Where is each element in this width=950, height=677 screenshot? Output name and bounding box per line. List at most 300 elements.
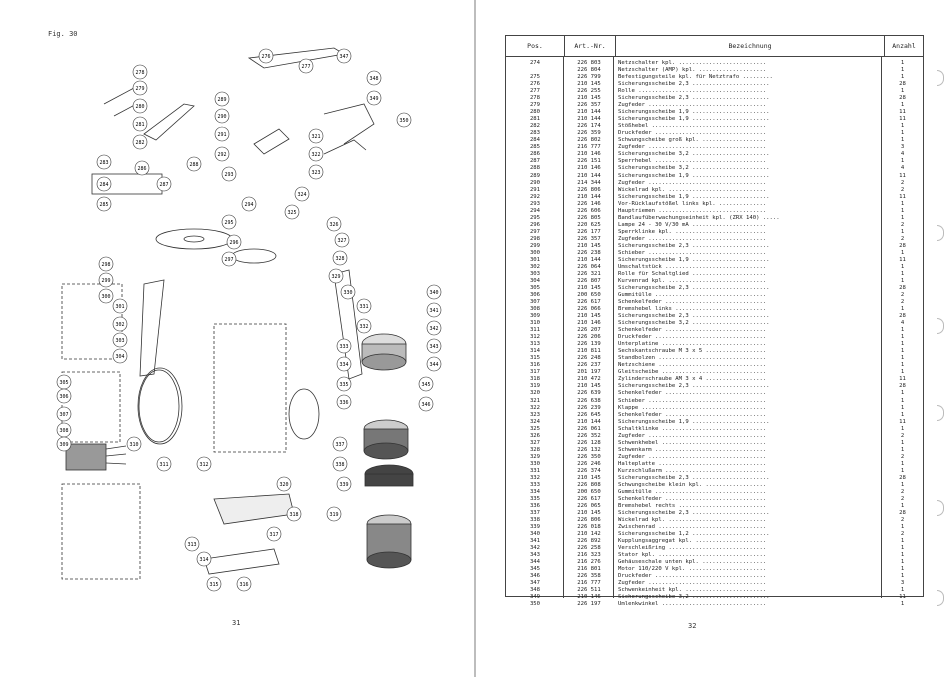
table-cell-art: 226 359 xyxy=(577,130,601,137)
table-cell-pos: 303 xyxy=(529,270,541,277)
table-cell-pos: 323 xyxy=(529,411,541,418)
table-cell-qty: 28 xyxy=(899,242,906,249)
table-cell-desc: Schwungscheibe klein kpl. .................. xyxy=(618,481,767,488)
table-cell-qty: 2 xyxy=(900,292,905,299)
table-cell-qty: 11 xyxy=(899,256,906,263)
table-cell-desc: Zugfeder ................................... xyxy=(618,453,767,460)
table-cell-desc: Kupplungsaggregat kpl. ..................... xyxy=(618,538,767,545)
table-cell-art: 226 638 xyxy=(577,397,601,404)
table-cell-desc: Gleitscheibe ............................... xyxy=(618,369,767,376)
callout-302 xyxy=(113,317,127,331)
callout-308 xyxy=(57,423,71,437)
callout-label: 332 xyxy=(359,324,369,330)
table-cell-qty: 3 xyxy=(900,144,905,151)
exploded-parts-diagram xyxy=(44,44,444,614)
binder-ring xyxy=(937,70,944,86)
callout-340 xyxy=(427,285,441,299)
table-cell-art: 226 065 xyxy=(577,502,601,509)
table-cell-qty: 1 xyxy=(900,270,905,277)
table-cell-pos: 281 xyxy=(529,116,541,123)
table-cell-pos: 335 xyxy=(529,495,541,502)
table-cell-desc: Schaltklinke ............................... xyxy=(618,425,767,432)
callout-label: 336 xyxy=(339,400,349,406)
column-divider xyxy=(563,57,564,598)
table-cell-art: 210 145 xyxy=(577,81,601,88)
callout-336 xyxy=(337,395,351,409)
table-cell-desc: Gehäuseschale unten kpl. ................... xyxy=(618,559,767,566)
callout-290 xyxy=(215,109,229,123)
table-cell-desc: Druckfeder ................................. xyxy=(618,334,767,341)
callout-label: 321 xyxy=(311,134,321,140)
table-cell-art: 226 352 xyxy=(577,432,601,439)
table-cell-art: 226 645 xyxy=(577,411,601,418)
callout-276 xyxy=(259,49,273,63)
callout-299 xyxy=(99,273,113,287)
table-cell-art: 226 892 xyxy=(577,538,601,545)
header-bezeichnung: Bezeichnung xyxy=(616,36,885,56)
table-cell-pos: 320 xyxy=(529,390,541,397)
callout-305 xyxy=(57,375,71,389)
table-cell-desc: Sicherungsscheibe 3,2 ....................... xyxy=(618,320,770,327)
callout-label: 293 xyxy=(224,172,234,178)
table-cell-qty: 1 xyxy=(900,88,905,95)
table-cell-art: 216 323 xyxy=(577,552,601,559)
table-cell-art: 210 146 xyxy=(577,151,601,158)
table-cell-pos: 350 xyxy=(529,601,541,608)
callout-label: 290 xyxy=(217,114,227,120)
table-cell-pos: 278 xyxy=(529,95,541,102)
table-cell-art: 226 374 xyxy=(577,467,601,474)
callout-label: 313 xyxy=(187,542,197,548)
table-cell-pos: 306 xyxy=(529,292,541,299)
table-cell-art: 226 321 xyxy=(577,270,601,277)
table-cell-desc: Sicherungsscheibe 1,9 ....................... xyxy=(618,193,770,200)
table-cell-pos: 312 xyxy=(529,334,541,341)
table-cell-pos: 342 xyxy=(529,545,541,552)
table-cell-desc: Sicherungsscheibe 1,9 ....................... xyxy=(618,116,770,123)
callout-310 xyxy=(127,437,141,451)
callout-label: 312 xyxy=(199,462,209,468)
table-cell-desc: Zugfeder ................................... xyxy=(618,432,767,439)
column-bezeichnung xyxy=(614,60,882,608)
table-cell-qty: 1 xyxy=(900,411,905,418)
callout-338 xyxy=(333,457,347,471)
table-cell-pos: 325 xyxy=(529,425,541,432)
binder-ring xyxy=(937,590,944,606)
table-cell-desc: Stator kpl. ................................ xyxy=(618,552,767,559)
diagram-swing-arm xyxy=(324,104,374,144)
table-cell-desc: Sicherungsscheibe 2,3 ....................... xyxy=(618,242,770,249)
header-anzahl: Anzahl xyxy=(892,42,916,50)
table-cell-art: 226 066 xyxy=(577,306,601,313)
callout-label: 327 xyxy=(337,238,347,244)
table-cell-art: 210 145 xyxy=(577,313,601,320)
table-cell-art: 226 806 xyxy=(577,517,601,524)
table-cell-art: 216 276 xyxy=(577,559,601,566)
callout-350 xyxy=(397,113,411,127)
binder-ring xyxy=(937,318,944,334)
table-cell-qty: 28 xyxy=(899,510,906,516)
table-cell-desc: Zugfeder ................................... xyxy=(618,179,767,186)
table-cell-pos: 285 xyxy=(529,144,541,151)
table-cell-desc: Verschleißring ............................. xyxy=(618,545,767,552)
callout-label: 298 xyxy=(101,262,111,268)
table-cell-qty: 28 xyxy=(899,81,906,88)
table-cell-desc: Schieber ................................... xyxy=(618,397,767,404)
table-cell-desc: Stößhebel .................................. xyxy=(618,123,767,130)
table-cell-pos: 333 xyxy=(529,481,541,488)
table-cell-art: 226 357 xyxy=(577,235,601,242)
callout-286 xyxy=(135,161,149,175)
column-divider xyxy=(881,57,882,598)
table-cell-desc: Motor 110/220 V kpl. ....................... xyxy=(618,566,767,573)
callout-316 xyxy=(237,577,251,591)
table-cell-qty: 28 xyxy=(899,95,906,102)
table-cell-desc: Bremshebel rechts .......................... xyxy=(618,502,767,509)
diagram-bracket xyxy=(254,129,289,154)
table-cell-pos: 294 xyxy=(529,207,541,214)
callout-label: 341 xyxy=(429,308,439,314)
callout-334 xyxy=(337,357,351,371)
callout-304 xyxy=(113,349,127,363)
table-cell-desc: Sicherungsscheibe 2,3 ....................... xyxy=(618,285,770,291)
table-cell-desc: Bremshebel links ........................... xyxy=(618,306,767,313)
callout-281 xyxy=(133,117,147,131)
callout-346 xyxy=(419,397,433,411)
callout-335 xyxy=(337,377,351,391)
table-cell-art: 216 801 xyxy=(577,566,601,573)
callout-label: 342 xyxy=(429,326,439,332)
table-cell-desc: Sechskantschraube M 3 x 5 .................. xyxy=(618,348,767,355)
table-cell-qty: 1 xyxy=(900,74,905,81)
table-cell-desc: Rolle ...................................... xyxy=(618,88,767,95)
table-cell-qty: 1 xyxy=(900,390,905,397)
table-cell-pos: 280 xyxy=(529,109,541,116)
callout-label: 335 xyxy=(339,382,349,388)
table-cell-qty: 1 xyxy=(900,263,905,270)
table-cell-art: 216 777 xyxy=(577,580,601,587)
table-cell-pos: 346 xyxy=(529,573,541,580)
callout-label: 299 xyxy=(101,278,111,284)
table-cell-pos: 295 xyxy=(529,214,541,221)
parts-list-table xyxy=(505,35,924,608)
table-cell-art: 226 018 xyxy=(577,524,601,531)
callout-348 xyxy=(367,71,381,85)
table-cell-qty: 28 xyxy=(899,285,906,291)
diagram-rail-left xyxy=(140,280,164,376)
table-cell-desc: Sicherungsscheibe 2,3 ....................... xyxy=(618,313,770,320)
callout-label: 316 xyxy=(239,582,249,588)
callout-293 xyxy=(222,167,236,181)
table-cell-qty: 28 xyxy=(899,383,906,390)
callout-label: 339 xyxy=(339,482,349,488)
table-cell-art: 226 358 xyxy=(577,573,601,580)
header-pos: Pos. xyxy=(506,36,565,56)
table-cell-qty: 1 xyxy=(900,130,905,137)
table-cell-pos: 336 xyxy=(529,502,541,509)
callout-label: 300 xyxy=(101,294,111,300)
callout-349 xyxy=(367,91,381,105)
table-cell-art: 226 350 xyxy=(577,453,601,460)
callout-303 xyxy=(113,333,127,347)
callout-label: 322 xyxy=(311,152,321,158)
callout-label: 281 xyxy=(135,122,145,128)
table-cell-pos: 313 xyxy=(529,341,541,348)
table-cell-pos: 302 xyxy=(529,263,541,270)
table-cell-desc: Netzschiene ................................ xyxy=(618,362,767,369)
callout-label: 348 xyxy=(369,76,379,82)
callout-301 xyxy=(113,299,127,313)
table-cell-qty: 11 xyxy=(899,594,906,601)
column-divider xyxy=(613,57,614,598)
table-cell-pos: 305 xyxy=(529,285,541,291)
callout-320 xyxy=(277,477,291,491)
table-cell-qty: 2 xyxy=(900,179,905,186)
table-cell-desc: Sicherungsscheibe 3,2 ....................... xyxy=(618,151,770,158)
callout-314 xyxy=(197,552,211,566)
callout-322 xyxy=(309,147,323,161)
callout-label: 340 xyxy=(429,290,439,296)
table-cell-pos: 293 xyxy=(529,200,541,207)
callout-327 xyxy=(335,233,349,247)
table-cell-desc: Druckfeder ................................. xyxy=(618,130,767,137)
callout-label: 295 xyxy=(224,220,234,226)
table-cell-art: 210 145 xyxy=(577,474,601,481)
table-cell-desc: Sperrhebel ................................. xyxy=(618,158,767,165)
table-cell-pos: 297 xyxy=(529,228,541,235)
table-cell-desc: Rolle für Schaltglied ...................... xyxy=(618,270,767,277)
callout-285 xyxy=(97,197,111,211)
table-cell-art: 220 625 xyxy=(577,221,601,228)
table-cell-qty: 11 xyxy=(899,193,906,200)
callout-309 xyxy=(57,437,71,451)
callout-label: 282 xyxy=(135,140,145,146)
table-cell-pos: 301 xyxy=(529,256,541,263)
callout-label: 279 xyxy=(135,86,145,92)
callout-283 xyxy=(97,155,111,169)
table-cell-desc: Wickelrad kpl. ............................. xyxy=(618,517,767,524)
callout-332 xyxy=(357,319,371,333)
callout-label: 319 xyxy=(329,512,339,518)
callout-label: 303 xyxy=(115,338,125,344)
table-cell-qty: 1 xyxy=(900,214,905,221)
table-cell-art: 226 803 xyxy=(577,60,601,66)
callout-label: 324 xyxy=(297,192,307,198)
callout-292 xyxy=(215,147,229,161)
table-cell-desc: Schieber ................................... xyxy=(618,249,767,256)
table-cell-desc: Lampe 24 - 30 V/30 mA ...................... xyxy=(618,221,767,228)
table-cell-qty: 1 xyxy=(900,207,905,214)
callout-282 xyxy=(133,135,147,149)
table-cell-art: 226 139 xyxy=(577,341,601,348)
callout-347 xyxy=(337,49,351,63)
table-cell-art: 210 472 xyxy=(577,376,601,383)
callout-label: 305 xyxy=(59,380,69,386)
table-cell-pos: 275 xyxy=(529,74,541,81)
table-cell-desc: Sperrklinke kpl. ........................... xyxy=(618,228,767,235)
table-cell-qty: 1 xyxy=(900,446,905,453)
table-cell-desc: Gummitülle ................................. xyxy=(618,488,767,495)
callout-279 xyxy=(133,81,147,95)
table-cell-desc: Netzschalter kpl. .......................... xyxy=(618,60,767,66)
callout-326 xyxy=(327,217,341,231)
table-cell-pos: 328 xyxy=(529,446,541,453)
table-cell-art: 200 650 xyxy=(577,292,601,299)
table-cell-qty: 2 xyxy=(900,495,905,502)
callout-label: 346 xyxy=(421,402,431,408)
callout-label: 277 xyxy=(301,64,311,70)
binder-ring xyxy=(937,225,944,241)
table-cell-pos: 288 xyxy=(529,165,541,172)
table-cell-desc: Zugfeder ................................... xyxy=(618,580,767,587)
table-cell-pos: 314 xyxy=(529,348,541,355)
callout-289 xyxy=(215,92,229,106)
table-cell-art: 210 145 xyxy=(577,510,601,516)
callout-318 xyxy=(287,507,301,521)
table-cell-pos: 283 xyxy=(529,130,541,137)
table-cell-art: 226 248 xyxy=(577,355,601,362)
table-cell-qty: 1 xyxy=(900,277,905,284)
callout-label: 329 xyxy=(331,274,341,280)
callout-label: 347 xyxy=(339,54,349,60)
table-cell-desc: Schenkelfeder .............................. xyxy=(618,495,767,502)
table-cell-art: 226 808 xyxy=(577,481,601,488)
table-cell-desc: Kurzschlußarm .............................. xyxy=(618,467,767,474)
table-cell-desc: Sicherungsscheibe 1,9 ....................... xyxy=(618,418,770,425)
table-cell-qty: 11 xyxy=(899,172,906,179)
table-cell-qty: 2 xyxy=(900,186,905,193)
table-cell-pos: 322 xyxy=(529,404,541,411)
table-cell-qty: 1 xyxy=(900,306,905,313)
table-cell-desc: Zugfeder ................................... xyxy=(618,102,767,109)
table-cell-qty: 28 xyxy=(899,474,906,481)
diagram-belt-main xyxy=(138,368,182,444)
table-cell-desc: Sicherungsscheibe 2,3 ....................... xyxy=(618,510,770,516)
callout-330 xyxy=(341,285,355,299)
table-cell-pos: 340 xyxy=(529,531,541,538)
table-cell-qty: 1 xyxy=(900,348,905,355)
table-cell-art: 226 064 xyxy=(577,263,601,270)
diagram-lever xyxy=(144,104,194,140)
table-cell-art: 226 617 xyxy=(577,495,601,502)
callout-label: 315 xyxy=(209,582,219,588)
table-cell-art: 210 146 xyxy=(577,165,601,172)
table-cell-desc: Kurvenrad kpl. ............................. xyxy=(618,277,767,284)
table-cell-pos: 341 xyxy=(529,538,541,545)
callout-label: 283 xyxy=(99,160,109,166)
table-cell-art: 226 061 xyxy=(577,425,601,432)
column-anzahl xyxy=(882,60,923,608)
table-cell-desc: Zylinderschraube AM 3 x 4 .................. xyxy=(618,376,767,383)
table-cell-qty: 1 xyxy=(900,467,905,474)
table-cell-art: 226 206 xyxy=(577,334,601,341)
table-cell-art: 226 511 xyxy=(577,587,601,594)
callout-label: 284 xyxy=(99,182,109,188)
callout-label: 307 xyxy=(59,412,69,418)
binder-ring xyxy=(937,405,944,421)
table-cell-pos: 317 xyxy=(529,369,541,376)
table-cell-pos: 309 xyxy=(529,313,541,320)
diagram-group-3 xyxy=(214,324,286,452)
table-cell-pos: 311 xyxy=(529,327,541,334)
table-cell-art: 214 344 xyxy=(577,179,601,186)
table-cell-art: 210 142 xyxy=(577,531,601,538)
column-art-nr xyxy=(564,60,614,608)
callout-323 xyxy=(309,165,323,179)
diagram-group-4 xyxy=(62,484,140,579)
table-cell-desc: Umschaltstück .............................. xyxy=(618,263,767,270)
callout-label: 280 xyxy=(135,104,145,110)
table-cell-qty: 1 xyxy=(900,404,905,411)
table-cell-pos: 291 xyxy=(529,186,541,193)
table-cell-art: 226 606 xyxy=(577,207,601,214)
table-cell-pos: 276 xyxy=(529,81,541,88)
callout-label: 304 xyxy=(115,354,125,360)
diagram-belt-small xyxy=(289,389,319,439)
callout-306 xyxy=(57,389,71,403)
callout-label: 350 xyxy=(399,118,409,124)
table-cell-art: 210 146 xyxy=(577,320,601,327)
table-cell-desc: Sicherungsscheibe 1,2 ....................... xyxy=(618,531,770,538)
table-cell-pos: 339 xyxy=(529,524,541,531)
table-cell-art: 226 174 xyxy=(577,123,601,130)
table-cell-pos: 316 xyxy=(529,362,541,369)
callout-325 xyxy=(285,205,299,219)
table-cell-desc: Bandlaufüberwachungseinheit kpl. (ZRX 140) ..... xyxy=(618,214,780,221)
callout-339 xyxy=(337,477,351,491)
callout-label: 292 xyxy=(217,152,227,158)
table-cell-qty: 1 xyxy=(900,137,905,144)
table-cell-qty: 1 xyxy=(900,559,905,566)
callout-291 xyxy=(215,127,229,141)
callout-294 xyxy=(242,197,256,211)
table-cell-art: 226 146 xyxy=(577,200,601,207)
callout-342 xyxy=(427,321,441,335)
table-cell-desc: Sicherungsscheibe 2,3 ....................... xyxy=(618,474,770,481)
table-cell-pos: 331 xyxy=(529,467,541,474)
table-cell-art: 226 806 xyxy=(577,186,601,193)
callout-label: 323 xyxy=(311,170,321,176)
callout-321 xyxy=(309,129,323,143)
table-cell-pos: 337 xyxy=(529,510,541,516)
callout-333 xyxy=(337,339,351,353)
callout-319 xyxy=(327,507,341,521)
table-cell-qty: 11 xyxy=(899,418,906,425)
callout-label: 310 xyxy=(129,442,139,448)
table-cell-art: 226 255 xyxy=(577,88,601,95)
diagram-gear xyxy=(232,249,276,263)
callout-324 xyxy=(295,187,309,201)
callout-278 xyxy=(133,65,147,79)
table-cell-pos: 319 xyxy=(529,383,541,390)
table-cell-pos: 348 xyxy=(529,587,541,594)
table-cell-qty: 1 xyxy=(900,566,905,573)
table-cell-qty: 1 xyxy=(900,538,905,545)
callout-label: 285 xyxy=(99,202,109,208)
table-cell-desc: Sicherungsscheibe 1,9 ....................... xyxy=(618,172,770,179)
table-cell-pos: 326 xyxy=(529,432,541,439)
table-cell-pos: 345 xyxy=(529,566,541,573)
table-cell-qty: 11 xyxy=(899,116,906,123)
callout-label: 289 xyxy=(217,97,227,103)
table-cell-pos: 327 xyxy=(529,439,541,446)
table-cell-desc: Sicherungsscheibe 3,2 ....................... xyxy=(618,165,770,172)
table-cell-desc: Schenkelfeder .............................. xyxy=(618,299,767,306)
table-cell-desc: Schenkelfeder .............................. xyxy=(618,327,767,334)
table-cell-qty: 1 xyxy=(900,341,905,348)
table-cell-pos: 330 xyxy=(529,460,541,467)
table-cell-desc: Schwenkarm ................................. xyxy=(618,446,767,453)
